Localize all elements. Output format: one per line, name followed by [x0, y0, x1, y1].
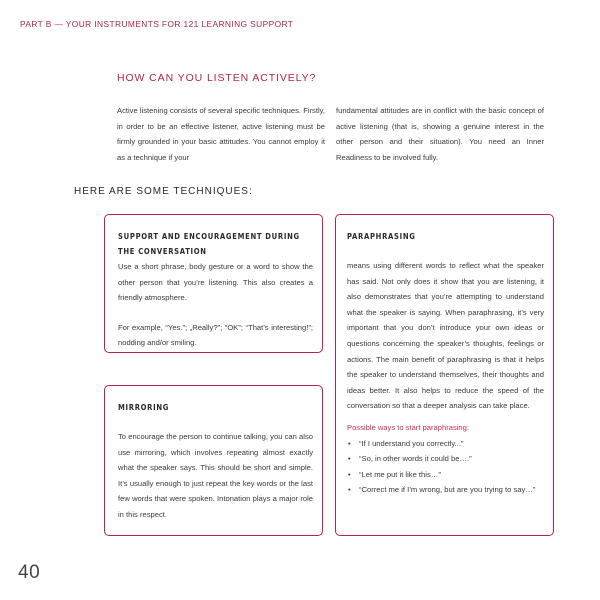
intro-paragraph-left: Active listening consists of several specific techniques. Firstly, in order to be an effective listener, active listening must be firmly grounded in your basic attitudes. You cannot employ it as a technique if your — [117, 106, 325, 162]
support-box-paragraph-2: For example, “Yes.”; „Really?”; “OK”; “That’s interesting!”; nodding and/or smiling. — [118, 322, 313, 348]
bullet-icon: • — [348, 438, 351, 448]
bullet-icon: • — [348, 454, 351, 464]
paraphrasing-possible-ways: Possible ways to start paraphrasing: — [347, 422, 469, 432]
support-box-paragraph-1: Use a short phrase, body gesture or a word to show the other person that you’re listening. This also creates a friendly atmosphere. — [118, 262, 313, 303]
paraphrasing-box-title: PARAPHRASING — [347, 232, 416, 241]
list-item — [347, 482, 544, 498]
bullet-text: “If I understand you correctly...” — [359, 438, 464, 448]
bullet-icon: • — [348, 469, 351, 479]
bullet-icon: • — [348, 485, 351, 495]
bullet-text: “So, in other words it could be….” — [359, 454, 472, 464]
support-encouragement-box — [104, 214, 323, 353]
intro-paragraph-right: fundamental attitudes are in conflict with the basic concept of active listening (that is, showing a genuine interest in the other person and their situation). You need an Inner Readiness to be involved fully. — [336, 106, 544, 162]
list-item — [347, 467, 544, 483]
support-box-title: SUPPORT AND ENCOURAGEMENT DURING THE CONVERSATION — [118, 232, 300, 256]
page-number: 40 — [18, 562, 41, 583]
paraphrasing-bullet-list — [347, 436, 544, 498]
bullet-text: “Let me put it like this…” — [359, 469, 441, 479]
paraphrasing-box — [335, 214, 554, 536]
techniques-heading: HERE ARE SOME TECHNIQUES: — [74, 186, 253, 197]
mirroring-box-paragraph: To encourage the person to continue talking, you can also use mirroring, which involves repeating almost exactly what the speaker says. This should be short and simple. It’s usually enough to just repeat the key words or the last few words that were spoken. Intonation plays a major role in this respect. — [118, 432, 313, 519]
list-item — [347, 436, 544, 452]
mirroring-box-title: MIRRORING — [118, 403, 170, 412]
section-title: HOW CAN YOU LISTEN ACTIVELY? — [117, 72, 317, 84]
bullet-text: “Correct me if I’m wrong, but are you trying to say…” — [359, 485, 536, 495]
list-item — [347, 451, 544, 467]
running-head: PART B — YOUR INSTRUMENTS FOR 121 LEARNING SUPPORT — [20, 19, 294, 29]
mirroring-box — [104, 385, 323, 536]
paraphrasing-box-paragraph: means using different words to reflect what the speaker has said. Not only does it show that you are listening, it also demonstrates that you’re attempting to understand what the speaker is saying. When paraphrasing, it’s very important that you don’t introduce your own ideas or questions concerning the speaker’s thoughts, feelings or actions. The main benefit of paraphrasing is that it helps the speaker to understand themselves, their thoughts and ideas better. It also helps to reduce the speed of the conversation so that a deeper analysis can take place. — [347, 261, 544, 411]
